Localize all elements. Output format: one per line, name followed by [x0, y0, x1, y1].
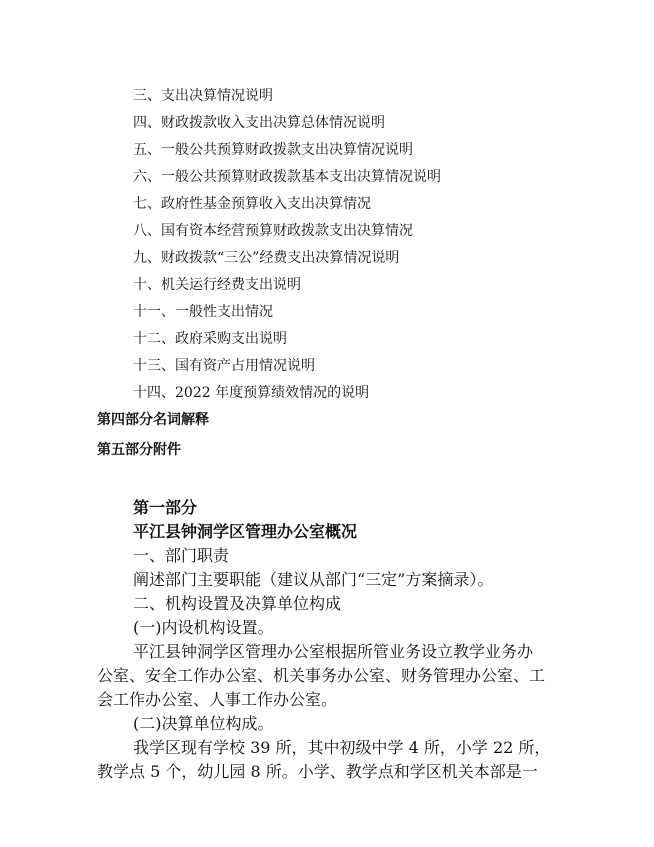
paragraph: 阐述部门主要职能（建议从部门“三定”方案摘录）。 — [133, 570, 494, 589]
paragraph-line: 我学区现有学校 39 所，其中初级中学 4 所，小学 22 所， — [133, 738, 551, 757]
subheading: (二)决算单位构成。 — [133, 714, 274, 733]
toc-item: 三、支出决算情况说明 — [133, 88, 273, 104]
paragraph-line: 公室、安全工作办公室、机关事务办公室、财务管理办公室、工 — [97, 666, 546, 685]
toc-item: 五、一般公共预算财政拨款支出决算情况说明 — [133, 142, 413, 158]
toc-item: 九、财政拨款“三公”经费支出决算情况说明 — [133, 250, 400, 266]
toc-item: 十、机关运行经费支出说明 — [133, 277, 301, 293]
toc-item: 十一、一般性支出情况 — [133, 304, 273, 320]
toc-part-heading: 第五部分附件 — [97, 442, 181, 458]
toc-item: 十二、政府采购支出说明 — [133, 331, 287, 347]
paragraph-line: 会工作办公室、人事工作办公室。 — [97, 690, 338, 709]
toc-item: 四、财政拨款收入支出决算总体情况说明 — [133, 115, 385, 131]
toc-item: 六、一般公共预算财政拨款基本支出决算情况说明 — [133, 169, 441, 185]
heading-structure: 二、机构设置及决算单位构成 — [133, 594, 342, 613]
heading-duties: 一、部门职责 — [133, 546, 230, 565]
toc-item: 十三、国有资产占用情况说明 — [133, 358, 315, 374]
toc-part-heading: 第四部分名词解释 — [97, 412, 209, 428]
part-label: 第一部分 — [133, 498, 198, 517]
paragraph-line: 平江县钟洞学区管理办公室根据所管业务设立教学业务办 — [133, 642, 534, 661]
toc-item: 十四、2022 年度预算绩效情况的说明 — [133, 385, 370, 401]
section-title: 平江县钟洞学区管理办公室概况 — [133, 522, 358, 541]
toc-item: 八、国有资本经营预算财政拨款支出决算情况 — [133, 223, 413, 239]
toc-item: 七、政府性基金预算收入支出决算情况 — [133, 196, 371, 212]
subheading: (一)内设机构设置。 — [133, 618, 274, 637]
paragraph-line: 教学点 5 个，幼儿园 8 所。小学、教学点和学区机关本部是一 — [97, 762, 538, 781]
